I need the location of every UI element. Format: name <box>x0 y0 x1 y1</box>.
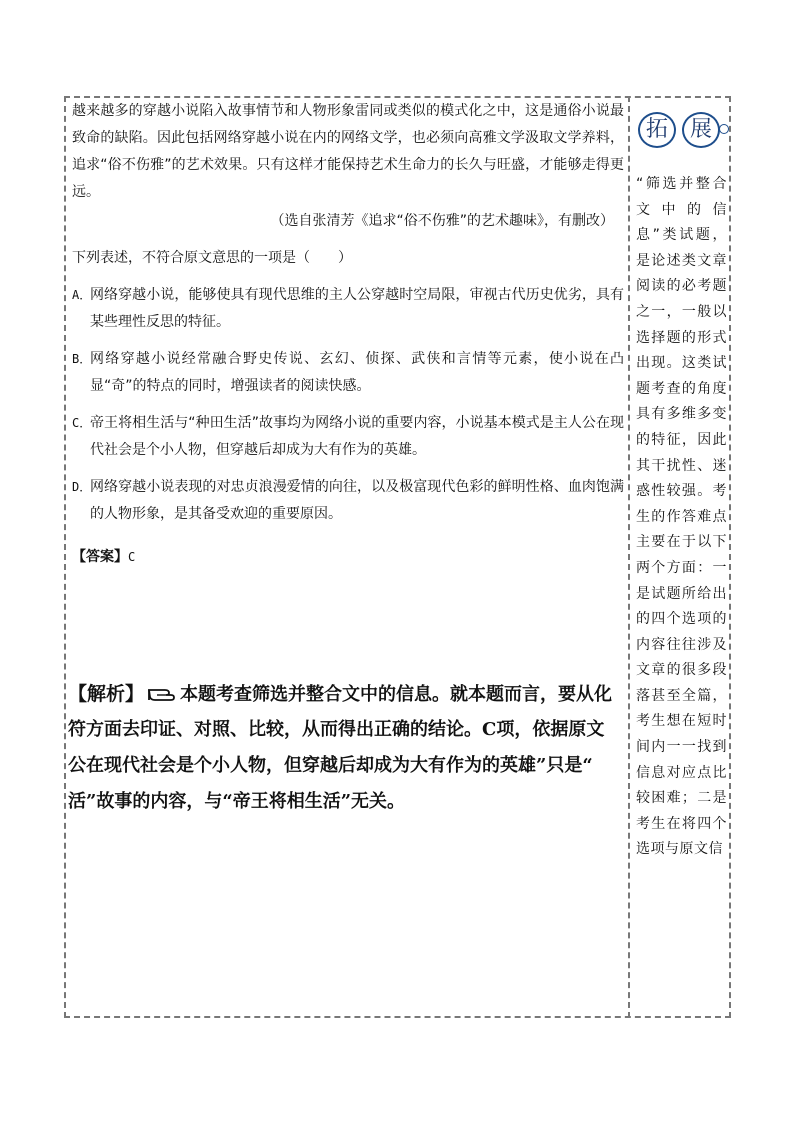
option-letter: D． <box>72 480 92 494</box>
option-d <box>72 474 624 528</box>
answer-label: 【答案】 <box>72 549 128 565</box>
title-char-zhan: 展 <box>682 112 720 148</box>
option-b <box>72 346 624 400</box>
option-c <box>72 410 624 464</box>
analysis-block <box>68 676 626 820</box>
sidebar-extension <box>632 98 729 863</box>
option-text: 网络穿越小说，能够使具有现代思维的主人公穿越时空局限，审视古代历史优劣，具有某些理性反思的特征。 <box>90 287 624 330</box>
analysis-line: 活”故事的内容，与“帝王将相生活”无关。 <box>68 791 406 812</box>
analysis-line: 符方面去印证、对照、比较，从而得出正确的结论。C项，依据原文 <box>68 719 605 740</box>
sidebar-title <box>632 98 729 162</box>
passage-paragraph: 越来越多的穿越小说陷入故事情节和人物形象雷同或类似的模式化之中，这是通俗小说最致命的缺陷。因此包括网络穿越小说在内的网络文学，也必须向高雅文学汲取文学养料，追求“俗不伤雅”的艺术效果。只有这样才能保持艺术生命力的长久与旺盛，才能够走得更远。 <box>72 103 624 200</box>
main-column <box>72 98 624 571</box>
option-text: 帝王将相生活与“种田生活”故事均为网络小说的重要内容，小说基本模式是主人公在现代社会是个小人物，但穿越后却成为大有作为的英雄。 <box>90 415 624 458</box>
answer-value: C <box>128 550 136 564</box>
title-char-tuo: 拓 <box>638 112 676 148</box>
question-stem: 下列表述，不符合原文意思的一项是（ ） <box>72 250 352 266</box>
analysis-label: 【解析】 <box>68 683 145 705</box>
option-text: 网络穿越小说经常融合野史传说、玄幻、侦探、武侠和言情等元素，使小说在凸显“奇”的特点的同时，增强读者的阅读快感。 <box>90 351 624 394</box>
passage-source: （选自张清芳《追求“俗不伤雅”的艺术趣味》，有删改） <box>270 213 614 229</box>
option-letter: B． <box>72 352 92 366</box>
option-letter: A． <box>72 288 92 302</box>
analysis-line: 公在现代社会是个小人物，但穿越后却成为大有作为的英雄”只是“ <box>68 755 593 776</box>
title-ornament-icon <box>719 124 729 134</box>
analysis-line <box>68 676 626 712</box>
option-letter: C． <box>72 416 92 430</box>
option-text: 网络穿越小说表现的对忠贞浪漫爱情的向往，以及极富现代色彩的鲜明性格、血肉饱满的人物形象，是其备受欢迎的重要原因。 <box>90 479 624 522</box>
sidebar-text: “筛选并整合文中的信息”类试题，是论述类文章阅读的必考题之一，一般以选择题的形式出现。这类试题考查的角度具有多维多变的特征，因此其干扰性、迷惑性较强。考生的作答难点主要在于以下两个方面：一是试题所给出的四个选项的内容往往涉及文章的很多段落甚至全篇，考生想在短时间内一一找到信息对应点比较困难；二是考生在将四个选项与原文信 <box>636 176 727 858</box>
answer-line <box>72 544 624 571</box>
column-divider <box>628 96 630 1018</box>
option-a <box>72 282 624 336</box>
analysis-text: 本题考查筛选并整合文中的信息。就本题而言，要从化 <box>180 684 613 705</box>
